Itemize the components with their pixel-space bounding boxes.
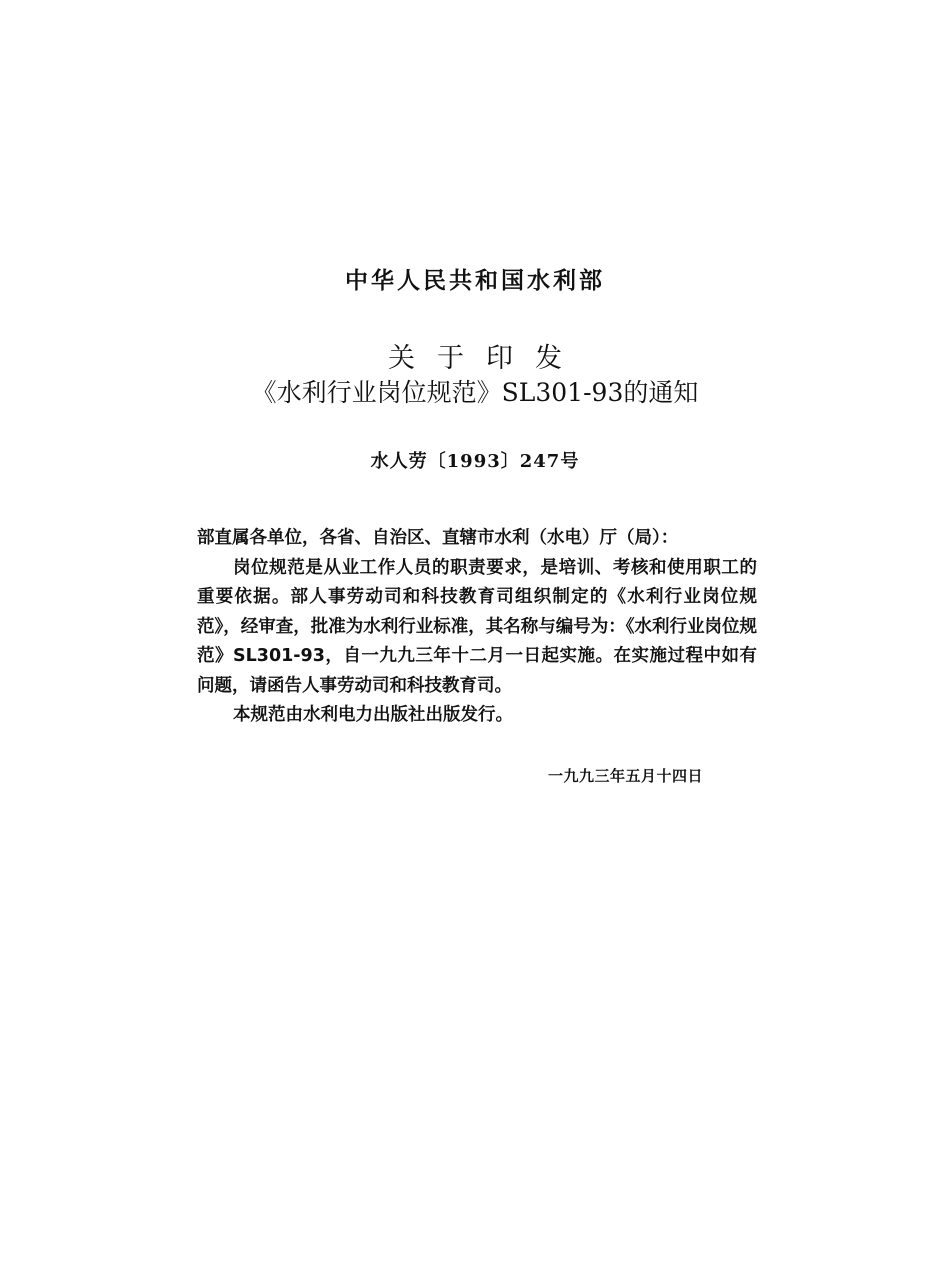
title-line-2: 《水利行业岗位规范》SL301-93的通知 <box>251 378 699 407</box>
title-line-1: 关于印发 <box>388 343 584 374</box>
document-number: 水人劳〔1993〕247号 <box>370 451 580 472</box>
notice-body <box>197 524 757 731</box>
addressee: 部直属各单位，各省、自治区、直辖市水利（水电）厅（局）： <box>197 528 679 548</box>
issuer-name: 中华人民共和国水利部 <box>345 268 605 294</box>
body-paragraph-1: 岗位规范是从业工作人员的职责要求，是培训、考核和使用职工的重要依据。部人事劳动司和科技教育司组织制定的《水利行业岗位规范》，经审查，批准为水利行业标准，其名称与编号为：《水利行业岗位规范》SL301-93，自一九九三年十二月一日起实施。在实施过程中如有问题，请函告人事劳动司和科技教育司。 <box>197 557 757 696</box>
issue-date: 一九九三年五月十四日 <box>548 767 704 785</box>
body-paragraph-2: 本规范由水利电力出版社出版发行。 <box>233 705 513 725</box>
